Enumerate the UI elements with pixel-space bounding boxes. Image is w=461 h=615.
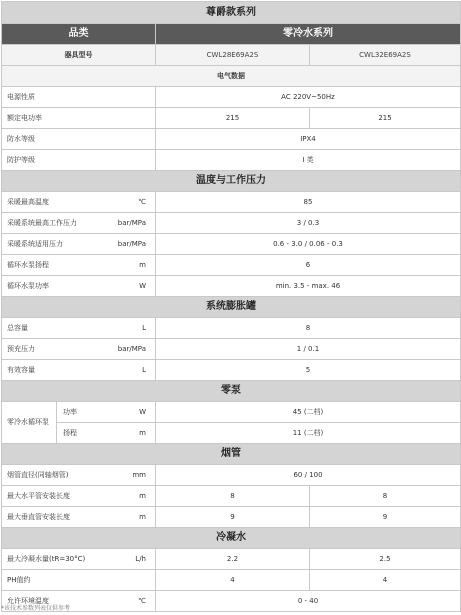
spec-row-ambient-temp	[2, 591, 461, 612]
spec-label: 循环水泵扬程	[7, 260, 49, 269]
model-1: CWL28E69A2S	[156, 45, 310, 66]
spec-label-cell	[2, 549, 156, 570]
spec-value: 11 (二档)	[156, 423, 461, 444]
spec-value: min. 3.5 - max. 46	[156, 276, 461, 297]
spec-label-cell	[2, 213, 156, 234]
spec-row-max-vertical	[2, 507, 461, 528]
spec-value-2: 215	[310, 108, 461, 129]
series-header: 零冷水系列	[156, 24, 461, 45]
spec-label-cell	[2, 192, 156, 213]
spec-unit: mm	[132, 470, 146, 479]
section-temp-pressure	[2, 171, 461, 192]
spec-value-1: 9	[156, 507, 310, 528]
spec-value: 85	[156, 192, 461, 213]
spec-value: 8	[156, 318, 461, 339]
spec-value: IPX4	[156, 129, 461, 150]
spec-unit: m	[139, 491, 146, 500]
spec-value-1: 215	[156, 108, 310, 129]
spec-label: 采暖最高温度	[7, 197, 49, 206]
section-title: 温度与工作压力	[2, 171, 461, 192]
spec-label: 防水等级	[2, 129, 156, 150]
spec-row-max-heating-pressure	[2, 213, 461, 234]
spec-row-rated-power	[2, 108, 461, 129]
spec-label: 允许环境温度	[7, 596, 49, 605]
spec-label: 总容量	[7, 323, 28, 332]
spec-value-2: 2.5	[310, 549, 461, 570]
model-2: CWL32E69A2S	[310, 45, 461, 66]
section-title: 电气数据	[2, 66, 461, 87]
spec-row-protection	[2, 150, 461, 171]
spec-value: 3 / 0.3	[156, 213, 461, 234]
section-title: 系统膨胀罐	[2, 297, 461, 318]
spec-label: 最大垂直管安装长度	[7, 512, 70, 521]
spec-value-2: 8	[310, 486, 461, 507]
spec-label-cell	[2, 339, 156, 360]
spec-row-max-horizontal	[2, 486, 461, 507]
spec-label: 采暖系统适用压力	[7, 239, 63, 248]
spec-label: 额定电功率	[2, 108, 156, 129]
spec-label-cell	[2, 360, 156, 381]
spec-value: 6	[156, 255, 461, 276]
spec-row-power-supply	[2, 87, 461, 108]
spec-value: AC 220V~50Hz	[156, 87, 461, 108]
section-title: 冷凝水	[2, 528, 461, 549]
spec-value-1: 4	[156, 570, 310, 591]
category-header: 品类	[2, 24, 156, 45]
section-electrical	[2, 66, 461, 87]
spec-row-flue-diameter	[2, 465, 461, 486]
spec-row-pump-power	[2, 276, 461, 297]
spec-label: 防护等级	[2, 150, 156, 171]
spec-unit: L/h	[135, 554, 146, 563]
spec-label: 最大冷凝水量(tR=30°C)	[7, 554, 86, 563]
spec-unit: bar/MPa	[117, 344, 146, 353]
spec-unit: ℃	[138, 596, 146, 605]
model-label: 器具型号	[2, 45, 156, 66]
section-flue	[2, 444, 461, 465]
spec-row-ph	[2, 570, 461, 591]
spec-row-zero-cold-pump-head	[2, 423, 461, 444]
spec-row-max-heating-temp	[2, 192, 461, 213]
spec-label: 循环水泵功率	[7, 281, 49, 290]
spec-row-precharge	[2, 339, 461, 360]
spec-unit: L	[142, 323, 146, 332]
spec-label-cell	[2, 465, 156, 486]
spec-label-cell	[57, 423, 156, 444]
spec-value: 60 / 100	[156, 465, 461, 486]
section-title: 零泵	[2, 381, 461, 402]
spec-label-cell	[2, 276, 156, 297]
spec-value-2: 4	[310, 570, 461, 591]
spec-label-cell	[2, 255, 156, 276]
spec-label: 烟管直径(同轴烟管)	[7, 470, 69, 479]
spec-unit: m	[139, 512, 146, 521]
spec-unit: ℃	[138, 197, 146, 206]
spec-value-1: 8	[156, 486, 310, 507]
section-pump	[2, 381, 461, 402]
spec-unit: L	[142, 365, 146, 374]
spec-value: I 类	[156, 150, 461, 171]
spec-row-waterproof	[2, 129, 461, 150]
spec-unit: m	[139, 428, 146, 437]
spec-group-label: 零冷水循环泵	[2, 402, 57, 444]
section-condensate	[2, 528, 461, 549]
spec-table	[1, 1, 461, 612]
footnote: *该技术参数列表仅供参考	[1, 605, 71, 612]
spec-sublabel: 功率	[63, 407, 77, 416]
spec-row-pump-head	[2, 255, 461, 276]
spec-label-cell	[2, 507, 156, 528]
spec-value: 5	[156, 360, 461, 381]
header-row	[2, 24, 461, 45]
spec-label-cell	[2, 234, 156, 255]
page-title: 尊爵款系列	[2, 2, 461, 24]
spec-label-cell	[2, 486, 156, 507]
model-row	[2, 45, 461, 66]
spec-row-heating-pressure-range	[2, 234, 461, 255]
spec-row-max-condensate	[2, 549, 461, 570]
spec-row-total-volume	[2, 318, 461, 339]
spec-value-2: 9	[310, 507, 461, 528]
spec-label: 预充压力	[7, 344, 35, 353]
spec-unit: bar/MPa	[117, 218, 146, 227]
spec-sublabel: 扬程	[63, 428, 77, 437]
spec-value: 1 / 0.1	[156, 339, 461, 360]
spec-label: PH值约	[2, 570, 156, 591]
spec-label: 最大水平管安装长度	[7, 491, 70, 500]
spec-label: 有效容量	[7, 365, 35, 374]
spec-row-effective-volume	[2, 360, 461, 381]
spec-unit: W	[139, 281, 146, 290]
spec-label: 电源性质	[2, 87, 156, 108]
section-title: 烟管	[2, 444, 461, 465]
spec-label-cell	[57, 402, 156, 423]
spec-value: 0 - 40	[156, 591, 461, 612]
spec-unit: W	[139, 407, 146, 416]
spec-label: 采暖系统最高工作压力	[7, 218, 77, 227]
spec-unit: m	[139, 260, 146, 269]
spec-value: 0.6 - 3.0 / 0.06 - 0.3	[156, 234, 461, 255]
spec-unit: bar/MPa	[117, 239, 146, 248]
spec-value-1: 2.2	[156, 549, 310, 570]
spec-row-zero-cold-pump-power	[2, 402, 461, 423]
spec-value: 45 (二档)	[156, 402, 461, 423]
section-expansion	[2, 297, 461, 318]
title-row	[2, 2, 461, 24]
spec-label-cell	[2, 318, 156, 339]
